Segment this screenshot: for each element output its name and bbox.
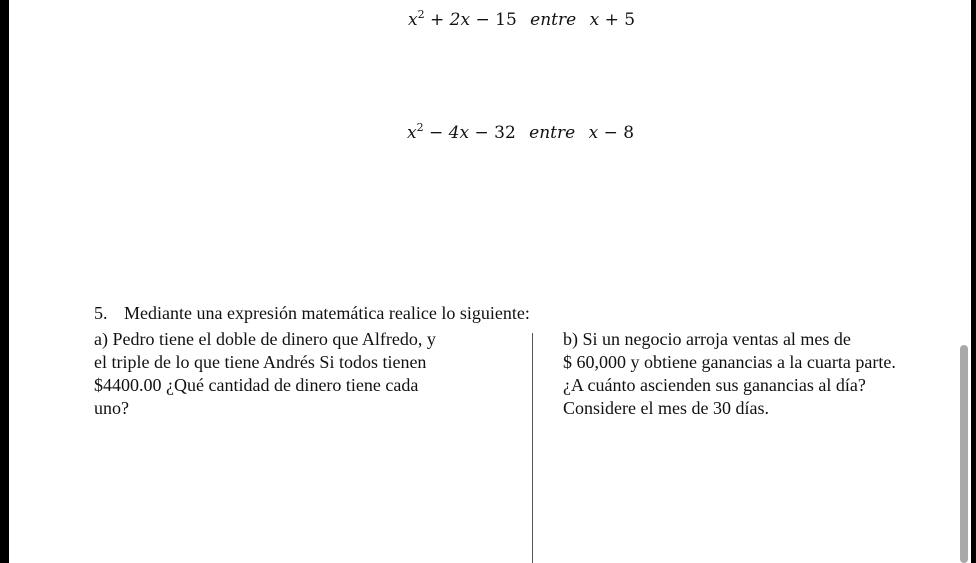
equation-2-divisor-op: −: [603, 123, 618, 143]
part-a-column: [94, 328, 436, 420]
equation-2-base: x: [407, 123, 417, 143]
part-b-line: Considere el mes de 30 días.: [563, 398, 769, 418]
equation-2-divisor-num: 8: [623, 123, 635, 143]
part-b-line: $ 60,000 y obtiene ganancias a la cuarta parte.: [563, 352, 896, 372]
question-number: 5.: [94, 303, 108, 323]
part-b-line: b) Si un negocio arroja ventas al mes de: [563, 329, 851, 349]
equation-1-connector: entre: [530, 10, 577, 30]
part-a-line: el triple de lo que tiene Andrés Si todos tienen: [94, 352, 427, 372]
equation-1-exponent: 2: [417, 8, 425, 21]
equation-2-op1: −: [429, 123, 444, 143]
part-b-line: ¿A cuánto ascienden sus ganancias al día?: [563, 375, 866, 395]
equation-2: [407, 123, 634, 143]
part-b-column: [563, 328, 896, 420]
window-right-edge: [971, 0, 976, 563]
equation-1-divisor-op: +: [604, 10, 619, 30]
part-a-line: a) Pedro tiene el doble de dinero que Alfredo, y: [94, 329, 436, 349]
equation-2-connector: entre: [529, 123, 576, 143]
equation-1-op1: +: [430, 10, 445, 30]
equation-1-term2: 2x: [449, 10, 471, 30]
vertical-scrollbar[interactable]: [960, 345, 968, 563]
equation-2-term2: 4x: [448, 123, 470, 143]
equation-2-divisor-var: x: [588, 123, 599, 143]
equation-1-op2: −: [475, 10, 490, 30]
equation-2-exponent: 2: [416, 121, 424, 134]
window-left-edge: [0, 0, 9, 563]
question-5-heading: [94, 303, 530, 324]
equation-1-divisor-var: x: [589, 10, 600, 30]
equation-1-divisor-num: 5: [624, 10, 636, 30]
column-divider: [532, 333, 533, 563]
equation-2-term3: 32: [494, 123, 516, 143]
equation-2-op2: −: [474, 123, 489, 143]
part-a-line: uno?: [94, 398, 129, 418]
equation-1-base: x: [408, 10, 418, 30]
equation-1-term3: 15: [495, 10, 517, 30]
question-text: Mediante una expresión matemática realice lo siguiente:: [124, 303, 530, 323]
part-a-line: $4400.00 ¿Qué cantidad de dinero tiene cada: [94, 375, 419, 395]
equation-1: [408, 10, 635, 30]
